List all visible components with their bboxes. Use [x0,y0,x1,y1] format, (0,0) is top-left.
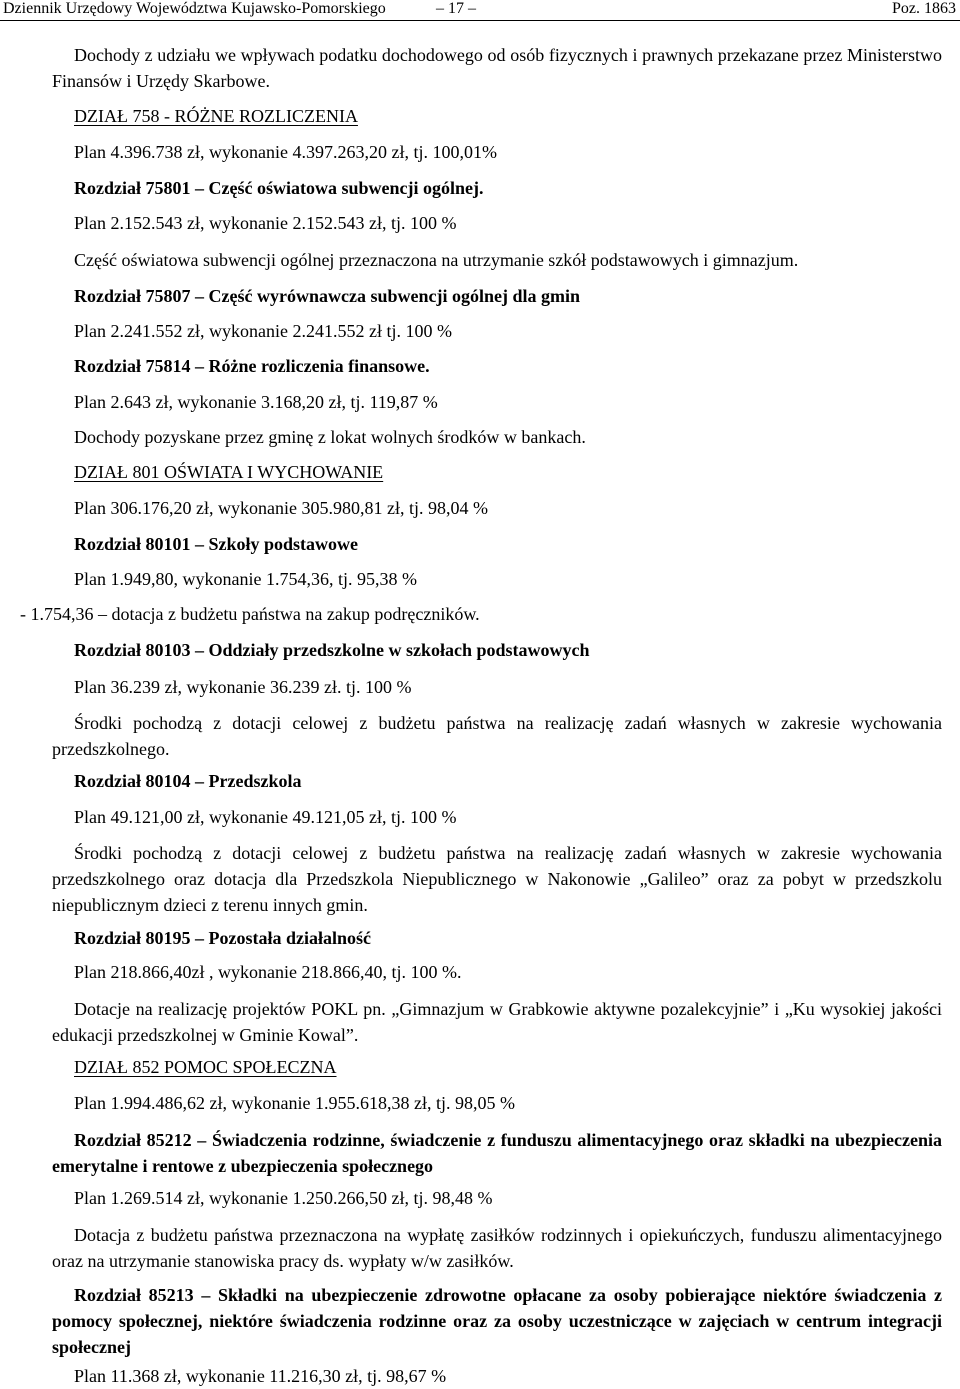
description-75814: Dochody pozyskane przez gminę z lokat wolnych środków w bankach. [74,427,586,447]
section-heading-801: DZIAŁ 801 OŚWIATA I WYCHOWANIE [74,462,384,482]
journal-title: Dziennik Urzędowy Województwa Kujawsko-Pomorskiego [3,0,386,17]
plan-line-801: Plan 306.176,20 zł, wykonanie 305.980,81 zł, tj. 98,04 % [74,498,488,518]
plan-line-80103: Plan 36.239 zł, wykonanie 36.239 zł. tj. 100 % [74,677,412,697]
description-85212: Dotacja z budżetu państwa przeznaczona na wypłatę zasiłków rodzinnych i opiekuńczych, funduszu alimentacyjnego oraz na utrzymanie stanowiska pracy ds. wypłaty w/w zasiłków. [52,1225,942,1271]
plan-line-80101: Plan 1.949,80, wykonanie 1.754,36, tj. 95,38 % [74,569,417,589]
plan-line-80104: Plan 49.121,00 zł, wykonanie 49.121,05 zł, tj. 100 % [74,807,457,827]
chapter-heading-80103: Rozdział 80103 – Oddziały przedszkolne w szkołach podstawowych [74,640,590,660]
description-80101: - 1.754,36 – dotacja z budżetu państwa na zakup podręczników. [20,604,480,624]
income-pit-cit-paragraph: Dochody z udziału we wpływach podatku dochodowego od osób fizycznych i prawnych przekazane przez Ministerstwo Finansów i Urzędy Skarbowe. [52,45,942,91]
chapter-heading-80101: Rozdział 80101 – Szkoły podstawowe [74,534,359,554]
section-heading-852: DZIAŁ 852 POMOC SPOŁECZNA [74,1057,337,1077]
chapter-heading-85213: Rozdział 85213 – Składki na ubezpieczenie zdrowotne opłacane za osoby pobierające niektóre świadczenia z pomocy społecznej, niektóre świadczenia rodzinne oraz za osoby uczestniczące w zajęciach w centrum integracji społecznej [52,1285,942,1357]
page-header [0,0,960,20]
chapter-heading-80195: Rozdział 80195 – Pozostała działalność [74,928,371,948]
description-80195: Dotacje na realizację projektów POKL pn. „Gimnazjum w Grabkowie aktywne pozalekcyjnie” i „Ku wysokiej jakości edukacji przedszkolnej w Gminie Kowal”. [52,999,942,1045]
chapter-heading-80104: Rozdział 80104 – Przedszkola [74,771,302,791]
chapter-heading-75807: Rozdział 75807 – Część wyrównawcza subwencji ogólnej dla gmin [74,286,580,306]
chapter-heading-85212: Rozdział 85212 – Świadczenia rodzinne, świadczenie z funduszu alimentacyjnego oraz składki na ubezpieczenia emerytalne i rentowe z ubezpieczenia społecznego [52,1130,942,1176]
plan-line-75807: Plan 2.241.552 zł, wykonanie 2.241.552 zł tj. 100 % [74,321,452,341]
plan-line-75814: Plan 2.643 zł, wykonanie 3.168,20 zł, tj. 119,87 % [74,392,438,412]
plan-line-80195: Plan 218.866,40zł , wykonanie 218.866,40, tj. 100 %. [74,962,462,982]
plan-line-85212: Plan 1.269.514 zł, wykonanie 1.250.266,50 zł, tj. 98,48 % [74,1188,493,1208]
chapter-heading-75801: Rozdział 75801 – Część oświatowa subwencji ogólnej. [74,178,484,198]
description-80103: Środki pochodzą z dotacji celowej z budżetu państwa na realizację zadań własnych w zakresie wychowania przedszkolnego. [52,713,942,759]
position-number: Poz. 1863 [892,0,956,17]
plan-line-85213: Plan 11.368 zł, wykonanie 11.216,30 zł, tj. 98,67 % [74,1366,447,1386]
description-80104: Środki pochodzą z dotacji celowej z budżetu państwa na realizację zadań własnych w zakresie wychowania przedszkolnego oraz dotacja dla Przedszkola Niepublicznego w Nakonowie „Galileo” oraz za pobyt w przedszkolu niepublicznym dzieci z terenu innych gmin. [52,843,942,915]
description-75801: Część oświatowa subwencji ogólnej przeznaczona na utrzymanie szkół podstawowych i gimnazjum. [74,250,799,270]
header-divider [0,20,960,21]
chapter-heading-75814: Rozdział 75814 – Różne rozliczenia finansowe. [74,356,430,376]
plan-line-852: Plan 1.994.486,62 zł, wykonanie 1.955.618,38 zł, tj. 98,05 % [74,1093,515,1113]
plan-line-758: Plan 4.396.738 zł, wykonanie 4.397.263,20 zł, tj. 100,01% [74,142,497,162]
section-heading-758: DZIAŁ 758 - RÓŻNE ROZLICZENIA [74,106,358,126]
page-number: – 17 – [436,0,476,17]
plan-line-75801: Plan 2.152.543 zł, wykonanie 2.152.543 zł, tj. 100 % [74,213,457,233]
